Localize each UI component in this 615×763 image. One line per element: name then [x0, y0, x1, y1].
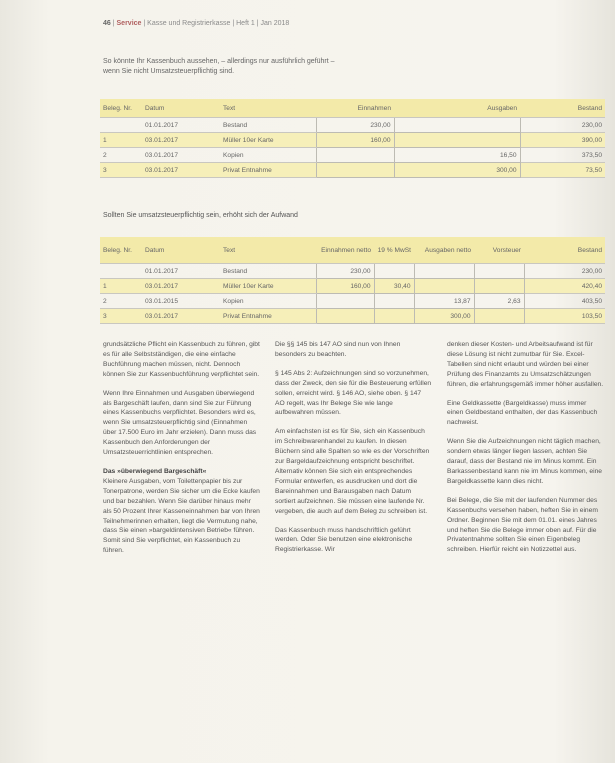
cell	[394, 118, 520, 133]
cell: 300,00	[394, 163, 520, 178]
table-header-row	[100, 237, 605, 264]
table-row	[100, 294, 605, 309]
col-header-vorsteuer: Vorsteuer	[474, 237, 524, 264]
cell: 230,00	[520, 118, 605, 133]
cell: Bestand	[220, 118, 316, 133]
cell	[316, 148, 394, 163]
cell: Müller 10er Karte	[220, 133, 316, 148]
paragraph: Am einfachsten ist es für Sie, sich ein Kassenbuch im Schreibwarenhandel zu kaufen. In diesen Büchern sind alle Spalten so wie es der Vorschriften zur Bargeldaufzeichnung entspricht beschriftet. Alternativ können Sie sich ein entsprechendes Formular entwerfen, es ausdrucken und dort die Bareinnahmen und Barausgaben nach Datum sortiert aufzeichnen. Sie müssen eine laufende Nr. vergeben, die auch auf dem Beleg zu schreiben ist.	[275, 428, 430, 515]
cell	[100, 264, 142, 279]
cell: 420,40	[524, 279, 605, 294]
table-row	[100, 163, 605, 178]
cell: Müller 10er Karte	[220, 279, 316, 294]
cashbook-table-vat	[100, 237, 605, 324]
cell: 403,50	[524, 294, 605, 309]
cell	[394, 133, 520, 148]
table-row	[100, 148, 605, 163]
cell	[474, 279, 524, 294]
cell: 2,63	[474, 294, 524, 309]
paragraph: Eine Geldkassette (Bargeldkasse) muss immer einen Geldbestand enthalten, der das Kassenbuch nachweist.	[447, 399, 598, 427]
table-row	[100, 309, 605, 324]
cell: 390,00	[520, 133, 605, 148]
cell: 13,87	[414, 294, 474, 309]
text-column-1	[103, 340, 260, 565]
cell	[316, 309, 374, 324]
header-rest: Kasse und Registrierkasse | Heft 1 | Jan 2018	[147, 20, 290, 27]
cell: 30,40	[374, 279, 414, 294]
section-label: Service	[116, 20, 142, 27]
cell	[474, 264, 524, 279]
cell	[474, 309, 524, 324]
col-header-einnahmen: Einnahmen	[316, 99, 394, 118]
cell: Bestand	[220, 264, 316, 279]
running-header: 46 | Service | Kasse und Registrierkasse | Heft 1 | Jan 2018	[103, 20, 290, 27]
text-column-3	[447, 340, 604, 564]
table-header-row	[100, 99, 605, 118]
cell: 230,00	[316, 264, 374, 279]
col-header-text: Text	[220, 237, 316, 264]
table-row	[100, 279, 605, 294]
cell: 160,00	[316, 133, 394, 148]
cell: 230,00	[524, 264, 605, 279]
table2-caption: Sollten Sie umsatzsteuerpflichtig sein, erhöht sich der Aufwand	[103, 212, 298, 219]
cell: 300,00	[414, 309, 474, 324]
cell: Privat Entnahme	[220, 163, 316, 178]
subheading: Das »überwiegend Bargeschäft«	[103, 467, 207, 475]
cell: 1	[100, 279, 142, 294]
cell: 1	[100, 133, 142, 148]
cell: 16,50	[394, 148, 520, 163]
cell	[316, 294, 374, 309]
cell: 03.01.2017	[142, 279, 220, 294]
paragraph: Das Kassenbuch muss handschriftlich geführt werden. Oder Sie benutzen eine elektronische Registrierkasse. Wir	[275, 526, 413, 554]
cell: 73,50	[520, 163, 605, 178]
cell: 2	[100, 148, 142, 163]
paragraph: Bei Belege, die Sie mit der laufenden Nummer des Kassenbuchs versehen haben, heften Sie in einem Ordner. Beginnen Sie mit dem 01.01. eines Jahres und heften Sie die Belege immer oben auf. Für die Privatentnahme sollten Sie einen Eigenbeleg schreiben. Hierfür reicht ein Notizzettel aus.	[447, 496, 598, 554]
table-row	[100, 264, 605, 279]
paragraph: denken dieser Kosten- und Arbeitsaufwand ist für diese Lösung ist nicht zumutbar für Sie. Excel-Tabellen sind nicht erlaubt und würden bei einer Prüfung des Finanzamts zu Umsatzschätzungen führen, die erfahrungsgemäß immer höher ausfallen.	[447, 341, 604, 388]
cell	[414, 264, 474, 279]
cell: 03.01.2017	[142, 309, 220, 324]
col-header-ausgaben-netto: Ausgaben netto	[414, 237, 474, 264]
paragraph: Wenn Sie die Aufzeichnungen nicht täglich machen, sondern etwas länger liegen lassen, achten Sie darauf, dass der Bestand nie im Minus kommt. Ein Barkassenbestand kann nie im Minus kommen, eine Bargeldkassette kann dies nicht.	[447, 438, 603, 485]
col-header-text: Text	[220, 99, 316, 118]
cell: Kopien	[220, 294, 316, 309]
cell: 03.01.2017	[142, 148, 220, 163]
cell	[374, 294, 414, 309]
col-header-beleg: Beleg. Nr.	[100, 237, 142, 264]
paragraph: Kleinere Ausgaben, vom Toilettenpapier bis zur Tonerpatrone, werden Sie sicher um die Ecke kaufen und bar bezahlen. Wenn Sie darüber hinaus mehr als 50 Prozent Ihrer Kasseneinnahmen bar von Ihren Teilnehmerinnen erhalten, liegt die Vermutung nahe, dass Sie einen »bargeldintensiven Betrieb« führen. Somit sind Sie verpflichtet, ein Kassenbuch zu führen.	[103, 477, 260, 555]
paragraph: § 145 Abs 2: Aufzeichnungen sind so vorzunehmen, dass der Zweck, den sie für die Besteuerung erfüllen sollen, erreicht wird. § 146 AO, siehe oben. § 147 AO regelt, was Ihr Belege Sie wie lange aufbewahren müssen.	[275, 369, 432, 417]
text-column-2	[275, 340, 432, 564]
table-row	[100, 118, 605, 133]
table-row	[100, 133, 605, 148]
intro-text: So könnte Ihr Kassenbuch aussehen, – allerdings nur ausführlich geführt – wenn Sie nicht Umsatzsteuerpflichtig sind.	[103, 58, 335, 75]
paragraph: grundsätzliche Pflicht ein Kassenbuch zu führen, gibt es für alle Selbstständigen, die eine einfache Buchführung machen müssen, nicht. Dennoch können Sie zur Kassenbuchführung verpflichtet sein.	[103, 341, 260, 378]
cell: 03.01.2015	[142, 294, 220, 309]
col-header-einnahmen-netto: Einnahmen netto	[316, 237, 374, 264]
cell: Kopien	[220, 148, 316, 163]
cell	[316, 163, 394, 178]
cell: 01.01.2017	[142, 118, 220, 133]
cell: 03.01.2017	[142, 163, 220, 178]
col-header-ausgaben: Ausgaben	[394, 99, 520, 118]
cell: 230,00	[316, 118, 394, 133]
cell: 3	[100, 163, 142, 178]
page-number: 46	[103, 20, 111, 27]
col-header-bestand: Bestand	[520, 99, 605, 118]
col-header-datum: Datum	[142, 99, 220, 118]
cell: 3	[100, 309, 142, 324]
cell: 103,50	[524, 309, 605, 324]
cell	[100, 118, 142, 133]
cell	[414, 279, 474, 294]
paragraph: Wenn Ihre Einnahmen und Ausgaben überwiegend als Bargeschäft laufen, dann sind Sie zur Führung eines Kassenbuchs verpflichtet. Besonders wird es, wenn Sie umsatzsteuerpflichtig sind (Einnahmen über 17.500 Euro im Jahr erzielen). Dann muss das Kassenbuch den Anforderungen der Umsatzsteuerrichtlinien entsprechen.	[103, 389, 257, 457]
col-header-bestand: Bestand	[524, 237, 605, 264]
cell	[374, 309, 414, 324]
cell: 160,00	[316, 279, 374, 294]
cashbook-table-basic	[100, 99, 605, 178]
cell: 373,50	[520, 148, 605, 163]
col-header-datum: Datum	[142, 237, 220, 264]
paragraph: Die §§ 145 bis 147 AO sind nun von Ihnen besonders zu beachten.	[275, 341, 401, 358]
cell: 2	[100, 294, 142, 309]
col-header-beleg: Beleg. Nr.	[100, 99, 142, 118]
cell: 03.01.2017	[142, 133, 220, 148]
cell: Privat Entnahme	[220, 309, 316, 324]
cell	[374, 264, 414, 279]
col-header-mwst: 19 % MwSt	[374, 237, 414, 264]
cell: 01.01.2017	[142, 264, 220, 279]
